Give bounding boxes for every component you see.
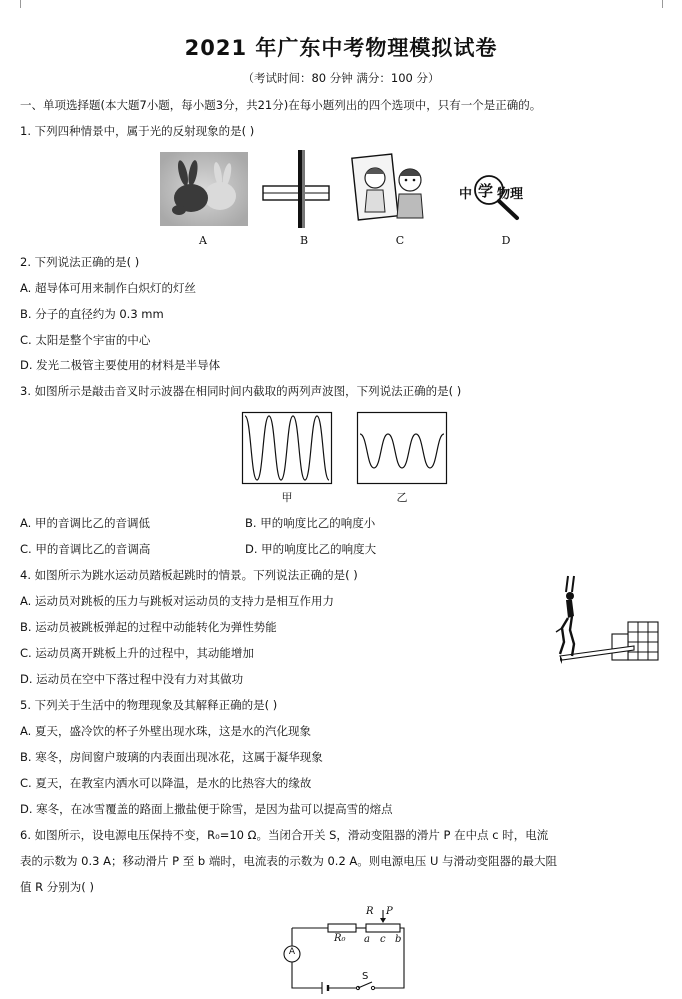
q6-label-switch: S [362, 971, 369, 982]
q2-option-b: B. 分子的直径约为 0.3 mm [20, 307, 164, 321]
top-edge-mark [662, 0, 663, 8]
q6-label-b: b [395, 934, 402, 945]
q1-label-b: B [299, 234, 309, 247]
q6-label-c: c [380, 934, 386, 945]
q3-option-c: C. 甲的音调比乙的音调高 [20, 542, 151, 556]
q2-option-a: A. 超导体可用来制作白炽灯的灯丝 [20, 281, 196, 295]
q5-option-b: B. 寒冬，房间窗户玻璃的内表面出现冰花，这属于凝华现象 [20, 750, 323, 764]
q1-figure-d-text-magnified: 学 [478, 182, 494, 200]
q6-stem-line-1: 6. 如图所示，设电源电压保持不变，R₀=10 Ω。当闭合开关 S，滑动变阻器的滑片 P 在中点 c 时，电流 [20, 828, 549, 842]
section-heading: 一、单项选择题(本大题7小题，每小题3分，共21分)在每小题列出的四个选项中，只有一个是正确的。 [20, 98, 542, 112]
q5-option-c: C. 夏天，在教室内洒水可以降温，是水的比热容大的缘故 [20, 776, 312, 790]
q3-wave-label-jia: 甲 [281, 491, 293, 504]
q6-stem-line-2: 表的示数为 0.3 A；移动滑片 P 至 b 端时，电流表的示数为 0.2 A。则电源电压 U 与滑动变阻器的最大阻 [20, 854, 558, 868]
q6-label-p: P [386, 906, 393, 917]
page-title: 2021 年广东中考物理模拟试卷 [184, 36, 498, 60]
q2-stem: 2. 下列说法正确的是( ) [20, 255, 140, 269]
q5-option-d: D. 寒冬，在冰雪覆盖的路面上撒盐便于除雪，是因为盐可以提高雪的熔点 [20, 802, 393, 816]
q5-option-a: A. 夏天，盛冷饮的杯子外壁出现水珠，这是水的汽化现象 [20, 724, 311, 738]
q2-option-d: D. 发光二极管主要使用的材料是半导体 [20, 358, 221, 372]
q1-figure-a-shadow-rabbit [160, 152, 248, 226]
q3-option-d: D. 甲的响度比乙的响度大 [245, 542, 377, 556]
q6-stem-line-3: 值 R 分别为( ) [20, 880, 94, 894]
q3-wave-yi [357, 412, 447, 484]
q4-option-b: B. 运动员被跳板弹起的过程中动能转化为弹性势能 [20, 620, 277, 634]
q1-stem: 1. 下列四种情景中，属于光的反射现象的是( ) [20, 124, 255, 138]
exam-info: （考试时间：80 分钟 满分：100 分） [242, 71, 440, 85]
q6-label-r: R [366, 906, 374, 917]
q4-option-d: D. 运动员在空中下落过程中没有力对其做功 [20, 672, 244, 686]
q6-circuit-diagram [278, 906, 418, 996]
q1-figure-d-text-left: 中 [459, 187, 473, 202]
q6-label-r0: R₀ [334, 933, 346, 944]
q4-option-c: C. 运动员离开跳板上升的过程中，其动能增加 [20, 646, 254, 660]
q4-figure-diver-springboard [548, 572, 664, 668]
q1-label-d: D [501, 234, 511, 247]
q3-wave-label-yi: 乙 [396, 491, 408, 504]
q2-option-c: C. 太阳是整个宇宙的中心 [20, 333, 151, 347]
q6-label-a: a [364, 934, 370, 945]
q1-figure-c-mirror-boy [353, 152, 431, 224]
q3-wave-jia [242, 412, 332, 484]
top-edge-mark [20, 0, 21, 8]
q5-stem: 5. 下列关于生活中的物理现象及其解释正确的是( ) [20, 698, 278, 712]
q3-option-a: A. 甲的音调比乙的音调低 [20, 516, 150, 530]
q6-label-ammeter: A [288, 947, 296, 957]
q1-figure-d-text-right: 物理 [497, 187, 524, 202]
q4-option-a: A. 运动员对跳板的压力与跳板对运动员的支持力是相互作用力 [20, 594, 334, 608]
q4-stem: 4. 如图所示为跳水运动员踏板起跳时的情景。下列说法正确的是( ) [20, 568, 358, 582]
q3-stem: 3. 如图所示是敲击音叉时示波器在相同时间内截取的两列声波图，下列说法正确的是( ) [20, 384, 462, 398]
q1-figure-b-stick-through-board [262, 148, 330, 230]
q1-label-c: C [395, 234, 405, 247]
q3-option-b: B. 甲的响度比乙的响度小 [245, 516, 376, 530]
q1-label-a: A [199, 234, 207, 247]
